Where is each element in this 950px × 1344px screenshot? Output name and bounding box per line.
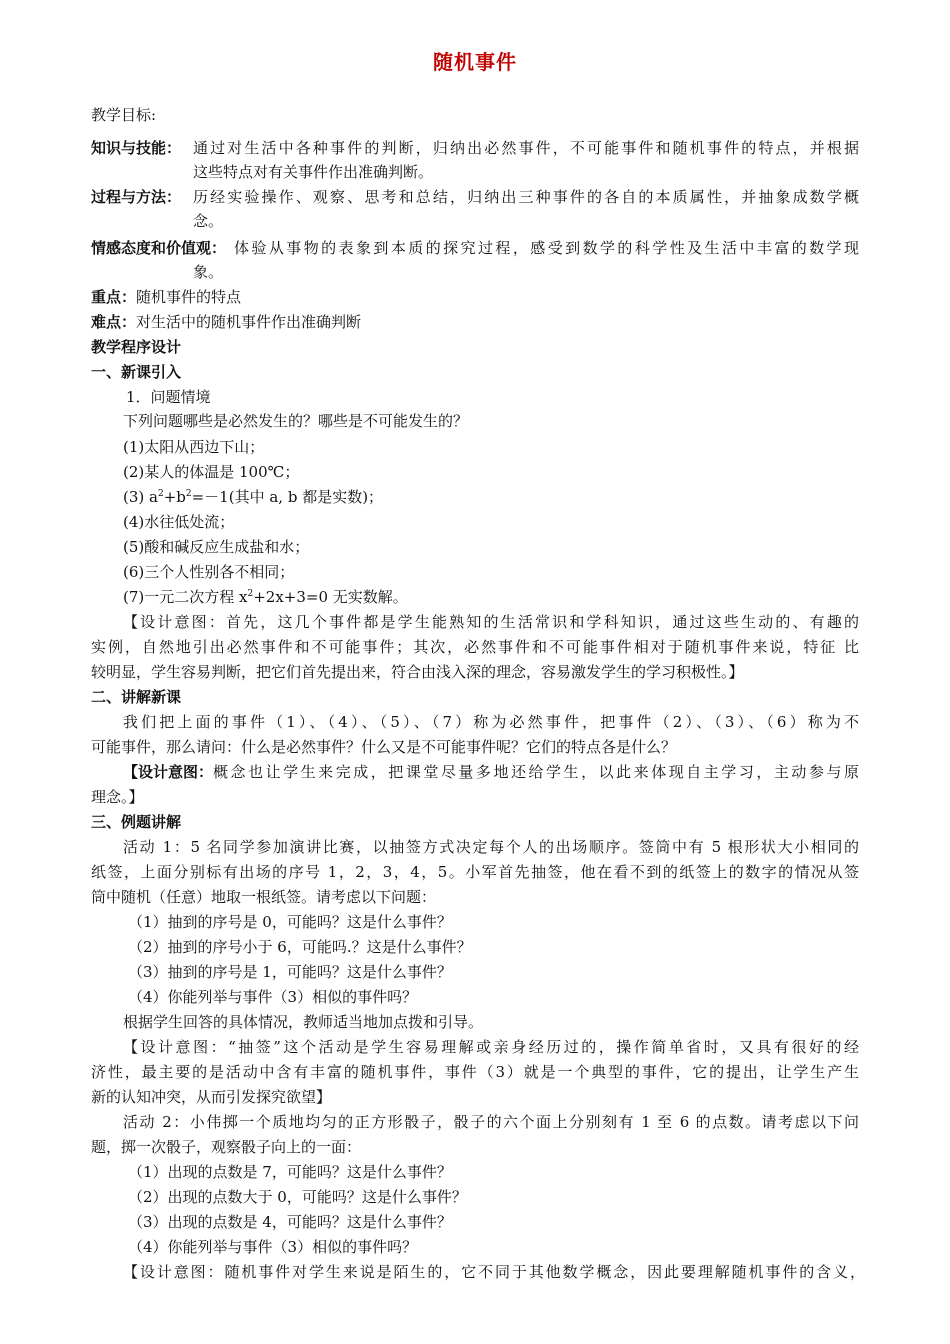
emotion-label: 情感态度和价值观： — [91, 239, 227, 257]
item3-part: +b — [163, 488, 186, 506]
key-point-text: 随机事件的特点 — [136, 288, 242, 306]
activity1-intent-line2: 济性，最主要的是活动中含有丰富的随机事件，事件（3）就是一个典型的事件，它的提出，让学生产生 — [91, 1063, 859, 1081]
section1-intent-line3: 较明显，学生容易判断，把它们首先提出来，符合由浅入深的理念，容易激发学生的学习积极性。】 — [91, 663, 744, 681]
section2-intent-text: 概念也让学生来完成，把课堂尽量多地还给学生，以此来体现自主学习，主动参与原 — [213, 763, 859, 781]
section1-item: (6)三个人性别各不相同； — [123, 563, 295, 581]
key-point-label: 重点： — [91, 288, 137, 306]
section2-para-line2: 可能事件，那么请问：什么是必然事件？什么又是不可能事件呢？它们的特点各是什么？ — [91, 738, 677, 756]
difficulty — [91, 311, 361, 333]
item7-part: (7)一元二次方程 x — [123, 588, 248, 606]
section2-intent-line1 — [123, 761, 859, 783]
section2-heading: 二、讲解新课 — [91, 688, 182, 706]
item3-part: =－1(其中 a, b 都是实数)； — [191, 488, 384, 506]
item3-superscript: 2 — [185, 489, 192, 499]
section1-item: (4)水往低处流； — [123, 513, 235, 531]
item7-part: +2x+3=0 无实数解。 — [253, 588, 408, 606]
emotion-text-line2: 象。 — [193, 263, 224, 281]
knowledge-text-line1: 通过对生活中各种事件的判断，归纳出必然事件，不可能事件和随机事件的特点，并根据 — [193, 139, 859, 157]
difficulty-text: 对生活中的随机事件作出准确判断 — [136, 313, 362, 331]
activity2-line2: 题，掷一次骰子，观察骰子向上的一面： — [91, 1138, 362, 1156]
activity1-line2: 纸签，上面分别标有出场的序号 1，2，3，4，5。小军首先抽签，他在看不到的纸签上的数字的情况从签 — [91, 863, 859, 881]
activity1-guide: 根据学生回答的具体情况，教师适当地加点拨和引导。 — [123, 1013, 484, 1031]
section1-sub: 1．问题情境 — [126, 388, 211, 406]
activity1-question: （2）抽到的序号小于 6，可能吗.？这是什么事件？ — [128, 938, 472, 956]
activity1-line3: 筒中随机（任意）地取一根纸签。请考虑以下问题： — [91, 888, 437, 906]
key-point — [91, 286, 241, 308]
activity2-question: （2）出现的点数大于 0，可能吗？这是什么事件？ — [128, 1188, 467, 1206]
activity1-question: （1）抽到的序号是 0，可能吗？这是什么事件？ — [128, 913, 452, 931]
process-label: 过程与方法： — [91, 188, 182, 206]
section2-intent-line2: 理念。】 — [91, 788, 144, 806]
page-title: 随机事件 — [433, 50, 517, 74]
section3-heading: 三、例题讲解 — [91, 813, 182, 831]
section1-intent-line1: 【设计意图：首先，这几个事件都是学生能熟知的生活常识和学科知识，通过这些生动的、有趣的 — [123, 613, 859, 631]
activity1-question: （3）抽到的序号是 1，可能吗？这是什么事件？ — [128, 963, 452, 981]
section1-question: 下列问题哪些是必然发生的？哪些是不可能发生的？ — [123, 412, 469, 430]
goals-heading: 教学目标: — [91, 106, 157, 124]
knowledge-label: 知识与技能： — [91, 139, 182, 157]
section1-item: (5)酸和碱反应生成盐和水； — [123, 538, 310, 556]
design-heading: 教学程序设计 — [91, 338, 182, 356]
activity2-question: （1）出现的点数是 7，可能吗？这是什么事件？ — [128, 1163, 452, 1181]
section1-intent-line2: 实例，自然地引出必然事件和不可能事件；其次，必然事件和不可能事件相对于随机事件来说，特征 比 — [91, 638, 859, 656]
section1-item — [123, 486, 383, 508]
process-text-line1: 历经实验操作、观察、思考和总结，归纳出三种事件的各自的本质属性，并抽象成数学概 — [193, 188, 859, 206]
activity2-intent-line1: 【设计意图：随机事件对学生来说是陌生的，它不同于其他数学概念，因此要理解随机事件的含义， — [123, 1263, 865, 1281]
section1-item — [123, 586, 408, 608]
section1-item: (1)太阳从西边下山； — [123, 438, 265, 456]
emotion-text-line1: 体验从事物的表象到本质的探究过程，感受到数学的科学性及生活中丰富的数学现 — [234, 239, 859, 257]
item3-part: (3) a — [123, 488, 158, 506]
process-text-line2: 念。 — [193, 212, 224, 230]
section1-item: (2)某人的体温是 100℃； — [123, 463, 300, 481]
activity1-intent-line1: 【设计意图：“抽签”这个活动是学生容易理解或亲身经历过的，操作简单省时，又具有很好的经 — [123, 1038, 859, 1056]
item3-superscript: 2 — [157, 489, 164, 499]
activity1-line1: 活动 1：5 名同学参加演讲比赛，以抽签方式决定每个人的出场顺序。签筒中有 5 根形状大小相同的 — [123, 838, 859, 856]
section2-para-line1: 我们把上面的事件（1）、（4）、（5）、（7）称为必然事件，把事件（2）、（3）、（6）称为不 — [123, 713, 859, 731]
difficulty-label: 难点： — [91, 313, 137, 331]
knowledge-text-line2: 这些特点对有关事件作出准确判断。 — [193, 163, 434, 181]
activity2-question: （4）你能列举与事件（3）相似的事件吗？ — [128, 1238, 418, 1256]
section1-heading: 一、新课引入 — [91, 363, 182, 381]
activity2-line1: 活动 2：小伟掷一个质地均匀的正方形骰子，骰子的六个面上分别刻有 1 至 6 的点数。请考虑以下问 — [123, 1113, 859, 1131]
activity1-question: （4）你能列举与事件（3）相似的事件吗？ — [128, 988, 418, 1006]
section2-intent-label: 【设计意图： — [123, 763, 214, 781]
item7-superscript: 2 — [247, 589, 254, 599]
activity2-question: （3）出现的点数是 4，可能吗？这是什么事件？ — [128, 1213, 452, 1231]
activity1-intent-line3: 新的认知冲突，从而引发探究欲望】 — [91, 1088, 332, 1106]
